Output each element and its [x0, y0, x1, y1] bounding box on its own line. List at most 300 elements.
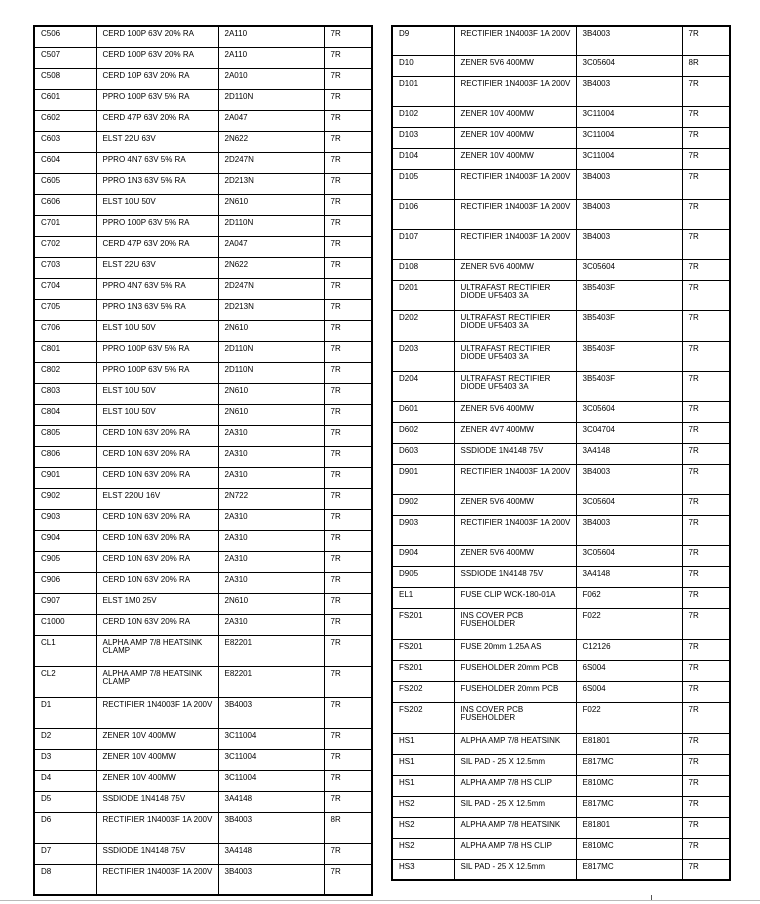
ref-cell: C704: [34, 278, 96, 299]
table-row: [34, 173, 372, 194]
ref-cell: D901: [392, 464, 454, 494]
qty-cell: 7R: [324, 278, 372, 299]
description-cell: PPRO 100P 63V 5% RA: [96, 362, 218, 383]
part-code-cell: 3B4003: [576, 464, 682, 494]
table-row: [34, 194, 372, 215]
description-cell: SSDIODE 1N4148 75V: [454, 443, 576, 464]
part-code-cell: E817MC: [576, 859, 682, 880]
description-cell: SSDIODE 1N4148 75V: [454, 566, 576, 587]
qty-cell: 7R: [324, 236, 372, 257]
description-cell: ULTRAFAST RECTIFIER DIODE UF5403 3A: [454, 341, 576, 371]
part-code-cell: 2A047: [218, 110, 324, 131]
part-code-cell: 2A310: [218, 572, 324, 593]
description-cell: CERD 10P 63V 20% RA: [96, 68, 218, 89]
part-code-cell: 3B4003: [576, 515, 682, 545]
qty-cell: 7R: [682, 702, 730, 733]
qty-cell: 7R: [682, 199, 730, 229]
description-cell: CERD 47P 63V 20% RA: [96, 236, 218, 257]
ref-cell: D106: [392, 199, 454, 229]
part-code-cell: E82201: [218, 635, 324, 666]
part-code-cell: 3A4148: [218, 843, 324, 864]
description-cell: ELST 10U 50V: [96, 320, 218, 341]
table-row: [392, 754, 730, 775]
ref-cell: D904: [392, 545, 454, 566]
part-code-cell: 3A4148: [218, 791, 324, 812]
table-row: [34, 278, 372, 299]
description-cell: PPRO 4N7 63V 5% RA: [96, 278, 218, 299]
part-code-cell: 2N610: [218, 404, 324, 425]
ref-cell: D603: [392, 443, 454, 464]
ref-cell: HS2: [392, 838, 454, 859]
ref-cell: HS1: [392, 733, 454, 754]
description-cell: ALPHA AMP 7/8 HEATSINK CLAMP: [96, 635, 218, 666]
ref-cell: C702: [34, 236, 96, 257]
part-code-cell: 3C05604: [576, 545, 682, 566]
part-code-cell: 3B4003: [218, 697, 324, 728]
part-code-cell: 2D110N: [218, 215, 324, 236]
description-cell: CERD 10N 63V 20% RA: [96, 467, 218, 488]
part-code-cell: 2D247N: [218, 152, 324, 173]
description-cell: ZENER 5V6 400MW: [454, 259, 576, 280]
qty-cell: 7R: [324, 749, 372, 770]
qty-cell: 7R: [682, 733, 730, 754]
table-row: [392, 545, 730, 566]
qty-cell: 7R: [682, 754, 730, 775]
description-cell: RECTIFIER 1N4003F 1A 200V: [454, 26, 576, 55]
description-cell: INS COVER PCB FUSEHOLDER: [454, 608, 576, 639]
description-cell: CERD 10N 63V 20% RA: [96, 530, 218, 551]
description-cell: FUSE 20mm 1.25A AS: [454, 639, 576, 660]
part-code-cell: 3C11004: [218, 728, 324, 749]
qty-cell: 7R: [324, 635, 372, 666]
part-code-cell: 3B4003: [218, 864, 324, 895]
description-cell: PPRO 100P 63V 5% RA: [96, 341, 218, 362]
qty-cell: 7R: [324, 299, 372, 320]
description-cell: PPRO 1N3 63V 5% RA: [96, 173, 218, 194]
description-cell: ALPHA AMP 7/8 HS CLIP: [454, 838, 576, 859]
qty-cell: 7R: [324, 152, 372, 173]
part-code-cell: E81801: [576, 817, 682, 838]
description-cell: ULTRAFAST RECTIFIER DIODE UF5403 3A: [454, 371, 576, 401]
qty-cell: 7R: [324, 194, 372, 215]
qty-cell: 7R: [324, 26, 372, 47]
table-row: [392, 639, 730, 660]
description-cell: FUSEHOLDER 20mm PCB: [454, 660, 576, 681]
qty-cell: 7R: [682, 371, 730, 401]
table-row: [34, 362, 372, 383]
table-row: [392, 229, 730, 259]
ref-cell: FS202: [392, 702, 454, 733]
qty-cell: 7R: [324, 488, 372, 509]
ref-cell: D3: [34, 749, 96, 770]
part-code-cell: 3B5403F: [576, 280, 682, 310]
description-cell: RECTIFIER 1N4003F 1A 200V: [96, 812, 218, 843]
table-row: [392, 371, 730, 401]
part-code-cell: E817MC: [576, 796, 682, 817]
parts-table-left: [33, 25, 373, 896]
part-code-cell: 2D247N: [218, 278, 324, 299]
ref-cell: D902: [392, 494, 454, 515]
ref-cell: D7: [34, 843, 96, 864]
ref-cell: C606: [34, 194, 96, 215]
part-code-cell: 2N610: [218, 194, 324, 215]
ref-cell: D5: [34, 791, 96, 812]
table-row: [34, 404, 372, 425]
ref-cell: D108: [392, 259, 454, 280]
part-code-cell: 6S004: [576, 660, 682, 681]
ref-cell: HS3: [392, 859, 454, 880]
table-row: [392, 401, 730, 422]
part-code-cell: 2N722: [218, 488, 324, 509]
table-row: [34, 425, 372, 446]
description-cell: RECTIFIER 1N4003F 1A 200V: [454, 199, 576, 229]
part-code-cell: 3B4003: [576, 169, 682, 199]
part-code-cell: 3C05604: [576, 401, 682, 422]
qty-cell: 7R: [324, 173, 372, 194]
description-cell: FUSE CLIP WCK-180-01A: [454, 587, 576, 608]
qty-cell: 7R: [324, 843, 372, 864]
table-row: [392, 515, 730, 545]
qty-cell: 7R: [324, 257, 372, 278]
part-code-cell: 2A310: [218, 446, 324, 467]
qty-cell: 7R: [682, 401, 730, 422]
ref-cell: C804: [34, 404, 96, 425]
qty-cell: 7R: [682, 169, 730, 199]
ref-cell: C901: [34, 467, 96, 488]
description-cell: ULTRAFAST RECTIFIER DIODE UF5403 3A: [454, 280, 576, 310]
qty-cell: 7R: [324, 697, 372, 728]
part-code-cell: E817MC: [576, 754, 682, 775]
description-cell: ZENER 10V 400MW: [96, 770, 218, 791]
part-code-cell: 3B4003: [576, 229, 682, 259]
table-row: [392, 608, 730, 639]
page-bottom-mark: [651, 895, 652, 900]
description-cell: ZENER 5V6 400MW: [454, 545, 576, 566]
qty-cell: 7R: [324, 666, 372, 697]
qty-cell: 8R: [324, 812, 372, 843]
table-row: [392, 733, 730, 754]
part-code-cell: 3B4003: [576, 26, 682, 55]
description-cell: CERD 10N 63V 20% RA: [96, 614, 218, 635]
ref-cell: D8: [34, 864, 96, 895]
qty-cell: 7R: [682, 587, 730, 608]
description-cell: ZENER 10V 400MW: [454, 148, 576, 169]
part-code-cell: 3B5403F: [576, 310, 682, 341]
description-cell: ELST 220U 16V: [96, 488, 218, 509]
part-code-cell: E810MC: [576, 838, 682, 859]
description-cell: ELST 1M0 25V: [96, 593, 218, 614]
table-row: [392, 817, 730, 838]
qty-cell: 7R: [324, 728, 372, 749]
qty-cell: 7R: [682, 796, 730, 817]
description-cell: ZENER 10V 400MW: [454, 127, 576, 148]
description-cell: RECTIFIER 1N4003F 1A 200V: [454, 169, 576, 199]
part-code-cell: 2N622: [218, 131, 324, 152]
table-row: [34, 446, 372, 467]
ref-cell: D1: [34, 697, 96, 728]
table-row: [392, 838, 730, 859]
description-cell: ELST 10U 50V: [96, 404, 218, 425]
description-cell: ULTRAFAST RECTIFIER DIODE UF5403 3A: [454, 310, 576, 341]
table-row: [392, 566, 730, 587]
description-cell: RECTIFIER 1N4003F 1A 200V: [454, 464, 576, 494]
table-row: [392, 775, 730, 796]
qty-cell: 7R: [324, 110, 372, 131]
ref-cell: D9: [392, 26, 454, 55]
table-row: [34, 812, 372, 843]
ref-cell: D6: [34, 812, 96, 843]
qty-cell: 7R: [324, 509, 372, 530]
table-row: [34, 509, 372, 530]
part-code-cell: 2A010: [218, 68, 324, 89]
ref-cell: FS201: [392, 639, 454, 660]
part-code-cell: 3C05604: [576, 259, 682, 280]
description-cell: ZENER 4V7 400MW: [454, 422, 576, 443]
part-code-cell: 2A047: [218, 236, 324, 257]
ref-cell: C701: [34, 215, 96, 236]
table-row: [34, 89, 372, 110]
qty-cell: 7R: [682, 639, 730, 660]
qty-cell: 8R: [682, 55, 730, 76]
part-code-cell: 3B4003: [218, 812, 324, 843]
ref-cell: C507: [34, 47, 96, 68]
ref-cell: C802: [34, 362, 96, 383]
description-cell: ZENER 10V 400MW: [454, 106, 576, 127]
part-code-cell: 2A310: [218, 467, 324, 488]
table-row: [34, 236, 372, 257]
part-code-cell: 2A310: [218, 509, 324, 530]
qty-cell: 7R: [324, 446, 372, 467]
description-cell: PPRO 100P 63V 5% RA: [96, 89, 218, 110]
description-cell: ALPHA AMP 7/8 HS CLIP: [454, 775, 576, 796]
ref-cell: D105: [392, 169, 454, 199]
part-code-cell: 3C04704: [576, 422, 682, 443]
table-row: [34, 864, 372, 895]
qty-cell: 7R: [682, 817, 730, 838]
qty-cell: 7R: [682, 259, 730, 280]
description-cell: ZENER 10V 400MW: [96, 728, 218, 749]
part-code-cell: 3A4148: [576, 566, 682, 587]
ref-cell: D102: [392, 106, 454, 127]
part-code-cell: E810MC: [576, 775, 682, 796]
table-row: [392, 76, 730, 106]
table-row: [34, 551, 372, 572]
table-row: [392, 464, 730, 494]
qty-cell: 7R: [324, 341, 372, 362]
description-cell: FUSEHOLDER 20mm PCB: [454, 681, 576, 702]
qty-cell: 7R: [324, 864, 372, 895]
qty-cell: 7R: [682, 422, 730, 443]
ref-cell: D903: [392, 515, 454, 545]
table-row: [392, 796, 730, 817]
ref-cell: FS202: [392, 681, 454, 702]
description-cell: PPRO 1N3 63V 5% RA: [96, 299, 218, 320]
qty-cell: 7R: [682, 76, 730, 106]
ref-cell: C805: [34, 425, 96, 446]
ref-cell: C703: [34, 257, 96, 278]
ref-cell: C904: [34, 530, 96, 551]
ref-cell: D107: [392, 229, 454, 259]
part-code-cell: 2N610: [218, 383, 324, 404]
part-code-cell: E81801: [576, 733, 682, 754]
qty-cell: 7R: [682, 566, 730, 587]
qty-cell: 7R: [682, 127, 730, 148]
qty-cell: 7R: [682, 26, 730, 55]
description-cell: ALPHA AMP 7/8 HEATSINK: [454, 817, 576, 838]
qty-cell: 7R: [324, 551, 372, 572]
description-cell: PPRO 4N7 63V 5% RA: [96, 152, 218, 173]
part-code-cell: 3C05604: [576, 55, 682, 76]
part-code-cell: 2D213N: [218, 173, 324, 194]
qty-cell: 7R: [682, 515, 730, 545]
table-row: [34, 299, 372, 320]
description-cell: ZENER 5V6 400MW: [454, 401, 576, 422]
description-cell: CERD 10N 63V 20% RA: [96, 425, 218, 446]
ref-cell: D601: [392, 401, 454, 422]
table-row: [34, 791, 372, 812]
table-row: [392, 26, 730, 55]
description-cell: ELST 22U 63V: [96, 257, 218, 278]
qty-cell: 7R: [682, 341, 730, 371]
ref-cell: C602: [34, 110, 96, 131]
description-cell: CERD 10N 63V 20% RA: [96, 551, 218, 572]
table-row: [392, 660, 730, 681]
qty-cell: 7R: [324, 131, 372, 152]
table-row: [34, 152, 372, 173]
qty-cell: 7R: [324, 530, 372, 551]
qty-cell: 7R: [682, 280, 730, 310]
ref-cell: HS1: [392, 754, 454, 775]
part-code-cell: 6S004: [576, 681, 682, 702]
ref-cell: C903: [34, 509, 96, 530]
description-cell: RECTIFIER 1N4003F 1A 200V: [454, 229, 576, 259]
qty-cell: 7R: [324, 362, 372, 383]
qty-cell: 7R: [682, 775, 730, 796]
qty-cell: 7R: [324, 47, 372, 68]
part-code-cell: 2N610: [218, 593, 324, 614]
table-row: [392, 127, 730, 148]
part-code-cell: F022: [576, 608, 682, 639]
ref-cell: C506: [34, 26, 96, 47]
ref-cell: HS1: [392, 775, 454, 796]
part-code-cell: 2D110N: [218, 89, 324, 110]
description-cell: ELST 10U 50V: [96, 194, 218, 215]
part-code-cell: 3C11004: [218, 749, 324, 770]
part-code-cell: F062: [576, 587, 682, 608]
part-code-cell: 3C11004: [576, 127, 682, 148]
table-row: [34, 383, 372, 404]
qty-cell: 7R: [682, 838, 730, 859]
qty-cell: 7R: [324, 404, 372, 425]
table-row: [34, 749, 372, 770]
table-row: [392, 199, 730, 229]
ref-cell: D203: [392, 341, 454, 371]
parts-table-right: [391, 25, 731, 881]
table-row: [34, 843, 372, 864]
qty-cell: 7R: [682, 681, 730, 702]
ref-cell: D101: [392, 76, 454, 106]
qty-cell: 7R: [324, 89, 372, 110]
page-bottom-rule: [0, 900, 760, 901]
ref-cell: D10: [392, 55, 454, 76]
ref-cell: C801: [34, 341, 96, 362]
qty-cell: 7R: [324, 791, 372, 812]
ref-cell: C705: [34, 299, 96, 320]
qty-cell: 7R: [324, 614, 372, 635]
part-code-cell: 2N622: [218, 257, 324, 278]
ref-cell: C604: [34, 152, 96, 173]
table-row: [392, 422, 730, 443]
table-row: [392, 587, 730, 608]
qty-cell: 7R: [682, 443, 730, 464]
ref-cell: CL1: [34, 635, 96, 666]
table-row: [34, 572, 372, 593]
part-code-cell: 2N610: [218, 320, 324, 341]
table-row: [34, 666, 372, 697]
part-code-cell: 3A4148: [576, 443, 682, 464]
table-row: [34, 488, 372, 509]
table-row: [392, 859, 730, 880]
table-row: [392, 55, 730, 76]
part-code-cell: 2A310: [218, 614, 324, 635]
ref-cell: C803: [34, 383, 96, 404]
part-code-cell: 3C05604: [576, 494, 682, 515]
description-cell: ZENER 5V6 400MW: [454, 494, 576, 515]
ref-cell: FS201: [392, 608, 454, 639]
table-row: [392, 280, 730, 310]
qty-cell: 7R: [324, 320, 372, 341]
ref-cell: D905: [392, 566, 454, 587]
part-code-cell: 2D110N: [218, 341, 324, 362]
qty-cell: 7R: [324, 425, 372, 446]
table-row: [392, 148, 730, 169]
qty-cell: 7R: [682, 660, 730, 681]
part-code-cell: 2A310: [218, 530, 324, 551]
table-row: [34, 257, 372, 278]
ref-cell: D103: [392, 127, 454, 148]
description-cell: INS COVER PCB FUSEHOLDER: [454, 702, 576, 733]
table-row: [392, 259, 730, 280]
table-row: [392, 106, 730, 127]
qty-cell: 7R: [324, 467, 372, 488]
table-row: [392, 169, 730, 199]
part-code-cell: 2A110: [218, 47, 324, 68]
table-row: [392, 494, 730, 515]
ref-cell: C906: [34, 572, 96, 593]
table-row: [34, 530, 372, 551]
table-row: [392, 310, 730, 341]
qty-cell: 7R: [682, 494, 730, 515]
description-cell: RECTIFIER 1N4003F 1A 200V: [454, 515, 576, 545]
ref-cell: C603: [34, 131, 96, 152]
description-cell: ELST 22U 63V: [96, 131, 218, 152]
part-code-cell: C12126: [576, 639, 682, 660]
description-cell: CERD 100P 63V 20% RA: [96, 47, 218, 68]
qty-cell: 7R: [324, 215, 372, 236]
qty-cell: 7R: [682, 310, 730, 341]
description-cell: SSDIODE 1N4148 75V: [96, 791, 218, 812]
table-row: [34, 110, 372, 131]
qty-cell: 7R: [682, 464, 730, 494]
part-code-cell: 3C11004: [576, 106, 682, 127]
table-row: [392, 443, 730, 464]
part-code-cell: 2A310: [218, 551, 324, 572]
table-row: [34, 593, 372, 614]
ref-cell: C706: [34, 320, 96, 341]
table-row: [34, 467, 372, 488]
description-cell: CERD 10N 63V 20% RA: [96, 572, 218, 593]
table-row: [34, 341, 372, 362]
